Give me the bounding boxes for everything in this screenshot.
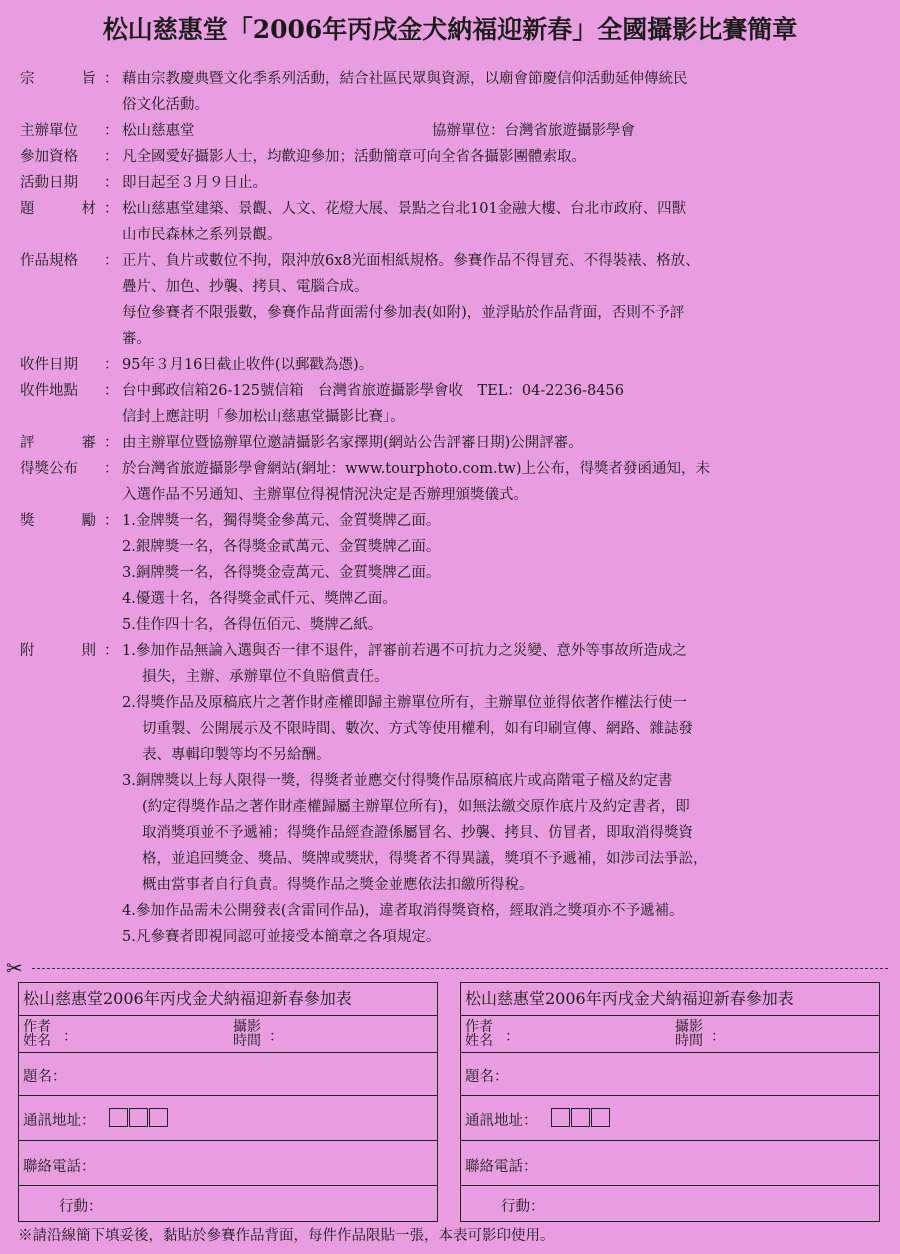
form-title: 松山慈惠堂2006年丙戌金犬納福迎新春參加表 bbox=[461, 983, 879, 1016]
page-title: 松山慈惠堂「2006年丙戌金犬納福迎新春」全國攝影比賽簡章 bbox=[102, 15, 798, 44]
appendix-line: 3.銅牌獎以上每人限得一獎，得獎者並應交付得獎作品原稿底片或高階電子檔及約定書 bbox=[122, 773, 673, 789]
form-row-phone: 聯絡電話： bbox=[19, 1141, 437, 1186]
rule-judging: 評 審 ： 由主辦單位暨協辦單位邀請攝影名家擇期(網站公告評審日期)公開評審。 bbox=[20, 435, 583, 451]
appendix-line: 概由當事者自行負責。得獎作品之獎金並應依法扣繳所得稅。 bbox=[142, 877, 534, 893]
cohost-text: 協辦單位：台灣省旅遊攝影學會 bbox=[432, 123, 635, 139]
appendix-line: 1.參加作品無論入選與否一律不退件，評審前若遇不可抗力之災變、意外等事故所造成之 bbox=[122, 643, 687, 659]
postal-code-boxes bbox=[551, 1108, 611, 1127]
rule-awards: 獎 勵 ： 1.金牌獎一名，獨得獎金參萬元、金質獎牌乙面。 2.銀牌獎一名，各得獎金貳萬元、金質獎牌乙面。 3.銅牌獎一名，各得獎金壹萬元、金質獎牌乙面。 4.優選十名，各得獎金貳仟元、獎牌乙面。 5.佳作四十名，各得伍佰元、獎牌乙紙。 bbox=[20, 508, 888, 638]
entry-form-left bbox=[18, 982, 438, 1222]
postal-code-boxes bbox=[109, 1108, 169, 1127]
form-row-address: 通訊地址： bbox=[461, 1096, 879, 1141]
rule-eligibility: 參加資格 ： 凡全國愛好攝影人士，均歡迎參加；活動簡章可向全省各攝影團體索取。 bbox=[20, 149, 586, 165]
shoot-time-label: 攝影 時間 bbox=[675, 1019, 703, 1049]
form-row-subject: 題名： bbox=[19, 1053, 437, 1096]
award-item: 4.優選十名，各得獎金貳仟元、獎牌乙面。 bbox=[122, 591, 397, 607]
form-row-mobile: 行動： bbox=[501, 1199, 545, 1215]
form-row-phone: 聯絡電話： bbox=[461, 1141, 879, 1186]
author-label: 作者 姓名 bbox=[465, 1019, 493, 1049]
appendix-line: 2.得獎作品及原稿底片之著作財產權即歸主辦單位所有，主辦單位並得依著作權法行使一 bbox=[122, 695, 687, 711]
award-item: 3.銅牌獎一名，各得獎金壹萬元、金質獎牌乙面。 bbox=[122, 565, 441, 581]
shoot-time-label: 攝影 時間 bbox=[233, 1019, 261, 1049]
form-row-author: 作者 姓名 ： 攝影 時間 ： bbox=[19, 1016, 437, 1053]
scissors-icon: ✂ bbox=[6, 956, 23, 980]
rules-section bbox=[20, 66, 888, 950]
award-item: 5.佳作四十名，各得伍佰元、獎牌乙紙。 bbox=[122, 617, 383, 633]
appendix-line: 5.凡參賽者即視同認可並接受本簡章之各項規定。 bbox=[122, 929, 441, 945]
form-row-author: 作者 姓名 ： 攝影 時間 ： bbox=[461, 1016, 879, 1053]
award-item: 2.銀牌獎一名，各得獎金貳萬元、金質獎牌乙面。 bbox=[122, 539, 441, 555]
cut-line bbox=[32, 968, 888, 969]
footer-note: ※請沿線簡下填妥後，黏貼於參賽作品背面，每件作品限貼一張，本表可影印使用。 bbox=[18, 1228, 555, 1244]
rule-address: 收件地點 ： 台中郵政信箱26-125號信箱 台灣省旅遊攝影學會收 TEL：04-2236-8456 信封上應註明「參加松山慈惠堂攝影比賽」。 bbox=[20, 383, 624, 425]
form-row-address: 通訊地址： bbox=[19, 1096, 437, 1141]
rule-spec: 作品規格 ： 正片、負片或數位不拘，限沖放6x8光面相紙規格。參賽作品不得冒充、不得裝裱、格放、 疊片、加色、抄襲、拷貝、電腦合成。 每位參賽者不限張數，參賽作品背面需付參加表(如附)，並浮貼於作品背面，否則不予評 審。 bbox=[20, 253, 700, 347]
rule-purpose: 宗 旨 ： 藉由宗教慶典暨文化季系列活動，結合社區民眾與資源，以廟會節慶信仰活動延伸傳統民 俗文化活動。 bbox=[20, 71, 688, 113]
appendix-line: 格，並追回獎金、獎品、獎牌或獎狀，得獎者不得異議，獎項不予遞補，如涉司法爭訟， bbox=[142, 851, 708, 867]
form-title: 松山慈惠堂2006年丙戌金犬納福迎新春參加表 bbox=[19, 983, 437, 1016]
rule-date: 活動日期 ： 即日起至３月９日止。 bbox=[20, 175, 267, 191]
appendix-line: 表、專輯印製等均不另給酬。 bbox=[142, 747, 331, 763]
appendix-line: 取消獎項並不予遞補；得獎作品經查證係屬冒名、抄襲、拷貝、仿冒者，即取消得獎資 bbox=[142, 825, 693, 841]
appendix-line: 4.參加作品需未公開發表(含雷同作品)，違者取消得獎資格，經取消之獎項亦不予遞補。 bbox=[122, 903, 684, 919]
appendix-line: 切重製、公開展示及不限時間、數次、方式等使用權利，如有印刷宣傳、網路、雜誌發 bbox=[142, 721, 693, 737]
rule-appendix: 附 則 ： 1.參加作品無論入選與否一律不退件，評審前若遇不可抗力之災變、意外等事故所造成之 損失，主辦、承辦單位不負賠償責任。 2.得獎作品及原稿底片之著作財產權即歸主辦單位所有，主辦單位並得依著作權法行使一 切重製、公開展示及不限時間、數次、方式等使用權利，如有印刷宣傳、網路、雜誌發 表、專輯印製等均不另給酬。 3.銅牌獎以上每人限得一獎，得獎者並應交付得獎作品原稿底片或高階電子檔及約定書 (約定得獎作品之著作財產權歸屬主辦單位所有)，如無法繳交原作底片及約定書者，即 取消獎項並不予遞補；得獎作品經查證係屬冒名、抄襲、拷貝、仿冒者，即取消得獎資 格，並追回獎金、獎品、獎牌或獎狀，得獎者不得異議，獎項不予遞補，如涉司法爭訟， 概由當事者自行負責。得獎作品之獎金並應依法扣繳所得稅。 4.參加作品需未公開發表(含雷同作品)，違者取消得獎資格，經取消之獎項亦不予遞補。 5.凡參賽者即視同認可並接受本簡章之各項規定。 bbox=[20, 638, 888, 950]
author-label: 作者 姓名 bbox=[23, 1019, 51, 1049]
form-row-subject: 題名： bbox=[461, 1053, 879, 1096]
rule-deadline: 收件日期 ： 95年３月16日截止收件(以郵戳為憑)。 bbox=[20, 357, 374, 373]
award-item: 1.金牌獎一名，獨得獎金參萬元、金質獎牌乙面。 bbox=[122, 513, 441, 529]
rule-host: 主辦單位 ： 松山慈惠堂 協辦單位：台灣省旅遊攝影學會 bbox=[20, 118, 888, 144]
form-row-mobile: 行動： bbox=[59, 1199, 103, 1215]
appendix-line: (約定得獎作品之著作財產權歸屬主辦單位所有)，如無法繳交原作底片及約定書者，即 bbox=[142, 799, 690, 815]
appendix-line: 損失，主辦、承辦單位不負賠償責任。 bbox=[142, 669, 389, 685]
rule-announce: 得獎公布 ： 於台灣省旅遊攝影學會網站(網址：www.tourphoto.com.tw)上公布，得獎者發函通知，未 入選作品不另通知、主辦單位得視情況決定是否辦理頒獎儀式。 bbox=[20, 461, 710, 503]
entry-form-right bbox=[460, 982, 880, 1222]
rule-subject: 題 材 ： 松山慈惠堂建築、景觀、人文、花燈大展、景點之台北101金融大樓、台北市政府、四獸 山市民森林之系列景觀。 bbox=[20, 201, 687, 243]
